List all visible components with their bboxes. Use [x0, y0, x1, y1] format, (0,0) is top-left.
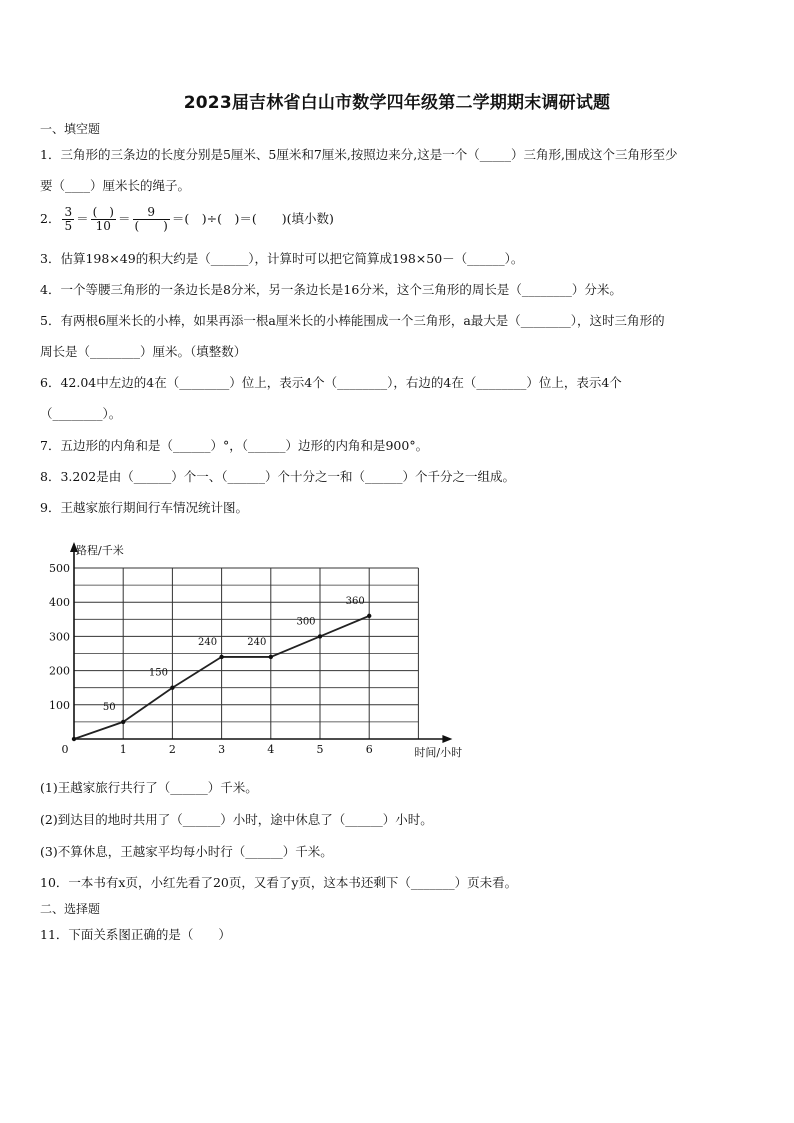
- data-point: [269, 655, 273, 659]
- question-7: 7．五边形的内角和是（______）°，（______）边形的内角和是900°。: [40, 438, 429, 453]
- fraction-3-5: $\frac{3}{5}$: [64, 205, 73, 233]
- x-tick-label: 6: [365, 743, 373, 756]
- x-tick-label: 1: [119, 743, 127, 756]
- question-1-line-2: 要（____）厘米长的绳子。: [40, 178, 191, 193]
- equals-sign: ＝: [117, 211, 131, 226]
- question-5-line-2: 周长是（________）厘米。（填整数）: [40, 344, 247, 359]
- question-9: 9．王越家旅行期间行车情况统计图。: [40, 500, 248, 515]
- question-10: 10．一本书有x页，小红先看了20页，又看了y页，这本书还剩下（_______）页未看。: [40, 875, 518, 890]
- question-2-rest: ＝( )÷( )＝( )(填小数): [171, 211, 334, 226]
- question-3: 3．估算198×49的积大约是（______），计算时可以把它简算成198×50－（______）。: [40, 251, 524, 266]
- question-2-number: 2．: [40, 211, 61, 226]
- data-point: [72, 737, 76, 741]
- x-tick-label: 2: [168, 743, 176, 756]
- question-6-line-1: 6．42.04中左边的4在（________）位上，表示4个（________），右边的4在（________）位上，表示4个: [40, 375, 622, 390]
- question-9-part-1: (1)王越家旅行共行了（______）千米。: [40, 780, 258, 795]
- y-axis-label: 路程/千米: [76, 544, 124, 557]
- chart-grid: [74, 568, 418, 739]
- x-tick-label: 0: [61, 743, 69, 756]
- question-1-line-1: 1．三角形的三条边的长度分别是5厘米、5厘米和7厘米,按照边来分,这是一个（_____）三角形,围成这个三角形至少: [40, 147, 678, 162]
- y-tick-label: 300: [49, 630, 70, 644]
- question-6-line-2: （________）。: [40, 406, 122, 421]
- travel-distance-line-chart: [36, 536, 476, 764]
- y-tick-label: 400: [49, 596, 70, 610]
- data-label: 240: [247, 636, 267, 648]
- equals-sign: ＝: [76, 211, 89, 226]
- page-title: 2023届吉林省白山市数学四年级第二学期期末调研试题: [183, 93, 611, 113]
- y-tick-label: 200: [49, 664, 70, 678]
- question-11: 11．下面关系图正确的是（ ）: [40, 927, 231, 942]
- data-label: 300: [296, 616, 316, 628]
- y-tick-label: 500: [49, 562, 70, 575]
- fraction-blank-10: $\frac{( )}{10}$: [92, 205, 114, 233]
- x-tick-label: 5: [316, 743, 324, 756]
- y-tick-label: 100: [49, 698, 70, 712]
- data-label: 240: [198, 636, 218, 648]
- data-point: [121, 720, 125, 724]
- data-label: 50: [102, 701, 116, 713]
- question-9-part-3: (3)不算休息，王越家平均每小时行（______）千米。: [40, 844, 333, 859]
- data-point: [318, 634, 322, 638]
- section-fill-in-title: 一、填空题: [40, 122, 101, 136]
- question-9-part-2: (2)到达目的地时共用了（______）小时，途中休息了（______）小时。: [40, 812, 433, 827]
- data-label: 150: [148, 667, 168, 679]
- x-axis-arrow: [442, 735, 452, 743]
- data-point: [170, 686, 174, 690]
- section-choice-title: 二、选择题: [40, 902, 101, 916]
- question-2: [40, 206, 334, 233]
- data-label: 360: [345, 595, 365, 607]
- question-5-line-1: 5．有两根6厘米长的小棒，如果再添一根a厘米长的小棒能围成一个三角形，a最大是（________），这时三角形的: [40, 313, 665, 328]
- x-axis-label: 时间/小时: [414, 746, 463, 759]
- question-8: 8．3.202是由（______）个一、（______）个十分之一和（______）个千分之一组成。: [40, 469, 515, 484]
- question-4: 4．一个等腰三角形的一条边长是8分米，另一条边长是16分米，这个三角形的周长是（________）分米。: [40, 282, 622, 297]
- data-point: [367, 614, 371, 618]
- data-point: [219, 655, 223, 659]
- x-tick-label: 4: [267, 743, 275, 756]
- fraction-9-blank: $\frac{9}{( )}$: [134, 205, 168, 233]
- x-tick-label: 3: [218, 743, 226, 756]
